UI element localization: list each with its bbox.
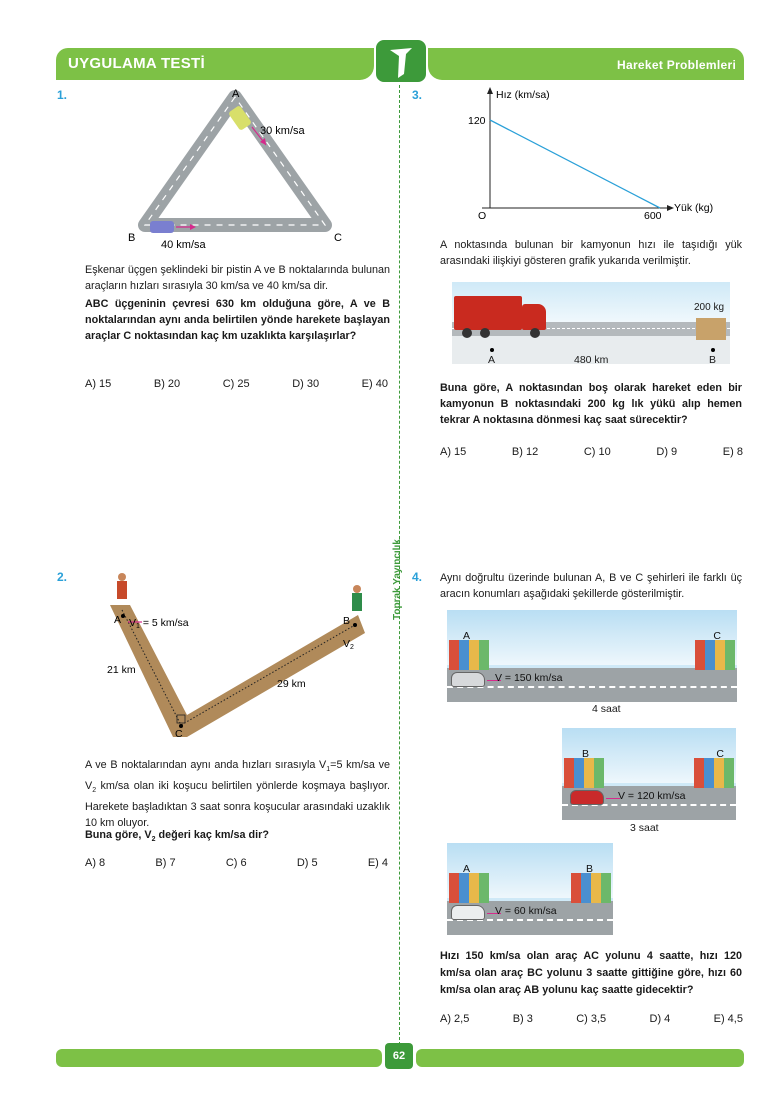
question-number: 2.	[57, 570, 68, 584]
speed-b: 40 km/sa	[161, 239, 206, 250]
q4-options	[440, 1013, 743, 1025]
label-b: B	[343, 615, 351, 627]
footer-bar-right	[416, 1049, 744, 1067]
car-150	[451, 672, 485, 687]
footer-bar-left	[56, 1049, 382, 1067]
point-b: B	[709, 354, 717, 366]
chapter-title: Hareket Problemleri	[617, 58, 737, 72]
q1-question: ABC üçgeninin çevresi 630 km olduğuna göre, A ve B noktalarından aynı anda belirtilen yönde harekete başlayan araçlar C noktasından kaç km uzaklıkta karşılaşırlar?	[85, 298, 390, 342]
city-left: B	[582, 748, 590, 760]
car-60	[451, 905, 485, 920]
city-left: A	[463, 630, 471, 642]
q3-speed-load-chart	[460, 85, 740, 225]
test-title: UYGULAMA TESTİ	[68, 55, 205, 72]
option-e[interactable]: E) 8	[722, 446, 743, 458]
q1-text: Eşkenar üçgen şeklindeki bir pistin A ve B noktalarında bulunan araçların hızları sırasıyla 30 km/sa ve 40 km/sa dir.	[85, 264, 390, 292]
distance-cb: 29 km	[277, 678, 306, 690]
city-right: B	[585, 863, 593, 875]
q1-options	[85, 378, 388, 390]
label-a: A	[114, 614, 122, 626]
question-number: 1.	[57, 88, 68, 102]
truck-trailer	[454, 296, 522, 330]
speed-label: V = 120 km/sa	[618, 790, 686, 802]
speed-v1: V1 = 5 km/sa	[129, 617, 189, 630]
option-e[interactable]: E) 4,5	[713, 1013, 743, 1025]
city-left: A	[463, 863, 471, 875]
option-b[interactable]: B) 12	[511, 446, 539, 458]
car-b	[150, 221, 174, 233]
option-a[interactable]: A) 15	[440, 446, 467, 458]
q2-text: A ve B noktalarından aynı anda hızları sırasıyla $V_1=5$ km/sa ve $V_2$ km/sa olan iki koşucu belirtilen yönlerde koşmaya başlıyor. Harekete başladıktan 3 saat sonra koşucular arasındaki uzaklık 10 km oluyor.	[85, 759, 390, 830]
q2-track-figure	[95, 565, 385, 745]
tick-x: 600	[644, 210, 662, 222]
q4-scene-bc	[562, 728, 736, 820]
runner-a	[118, 573, 126, 581]
page-number: 62	[385, 1043, 413, 1069]
speed-label: V = 150 km/sa	[495, 672, 563, 684]
city-right: C	[713, 630, 721, 642]
q4-scene-ab	[447, 843, 613, 935]
option-c[interactable]: C) 25	[222, 378, 250, 390]
speed-a: 30 km/sa	[260, 125, 305, 137]
q2-question: Buna göre, $V_2$ değeri kaç km/sa dir?	[85, 829, 269, 844]
label-c: C	[175, 728, 183, 740]
q3-question: Buna göre, A noktasından boş olarak hareket eden bir kamyonun B noktasındaki 200 kg lık yükü alıp hemen tekrar A noktasına dönmesi kaç saat sürecektir?	[440, 382, 742, 426]
option-b[interactable]: B) 7	[155, 857, 176, 869]
option-c[interactable]: C) 3,5	[576, 1013, 607, 1025]
label-c: C	[334, 232, 342, 244]
option-c[interactable]: C) 6	[225, 857, 247, 869]
distance-ac: 21 km	[107, 664, 136, 676]
origin: O	[478, 210, 487, 222]
option-b[interactable]: B) 3	[512, 1013, 533, 1025]
option-e[interactable]: E) 4	[367, 857, 388, 869]
point-a: A	[488, 354, 496, 366]
x-label: Yük (kg)	[674, 202, 714, 214]
option-d[interactable]: D) 4	[649, 1013, 671, 1025]
q2-options	[85, 857, 388, 869]
q4-scene-ac	[447, 610, 737, 702]
q4-question: Hızı 150 km/sa olan araç AC yolunu 4 saatte, hızı 120 km/sa olan araç BC yolunu 3 saatte gittiğine göre, hızı 60 km/sa olan araç AB yolunu kaç saatte gidecektir?	[440, 950, 742, 996]
option-a[interactable]: A) 2,5	[440, 1013, 470, 1025]
q3-options	[440, 446, 743, 458]
q4-text: Aynı doğrultu üzerinde bulunan A, B ve C şehirleri ile farklı üç aracın konumları aşağıdaki şekillerde gösterilmiştir.	[440, 572, 742, 600]
question-number: 3.	[412, 88, 423, 102]
option-d[interactable]: D) 9	[656, 446, 678, 458]
series-line	[490, 120, 660, 208]
publisher-name: Toprak Yayıncılık	[392, 539, 403, 620]
option-d[interactable]: D) 30	[292, 378, 320, 390]
q3-text: A noktasında bulunan bir kamyonun hızı ile taşıdığı yük arasındaki ilişkiyi gösteren grafik yukarıda verilmiştir.	[440, 239, 742, 267]
truck-cab	[522, 304, 546, 330]
option-c[interactable]: C) 10	[583, 446, 611, 458]
option-d[interactable]: D) 5	[296, 857, 318, 869]
time-bc: 3 saat	[630, 822, 659, 834]
speed-label: V = 60 km/sa	[495, 905, 557, 917]
option-a[interactable]: A) 8	[85, 857, 106, 869]
option-a[interactable]: A) 15	[85, 378, 112, 390]
speed-v2: V2	[343, 638, 354, 651]
publisher-logo	[374, 38, 428, 84]
option-e[interactable]: E) 40	[361, 378, 388, 390]
distance-label: 480 km	[574, 354, 609, 366]
question-number: 4.	[412, 570, 423, 584]
q3-truck-scene	[452, 282, 730, 364]
city-right: C	[716, 748, 724, 760]
time-ac: 4 saat	[592, 703, 621, 715]
y-label: Hız (km/sa)	[496, 89, 550, 101]
label-b: B	[128, 232, 136, 244]
option-b[interactable]: B) 20	[153, 378, 181, 390]
tick-y: 120	[468, 115, 486, 127]
runner-b	[353, 585, 361, 593]
car-120	[570, 790, 604, 805]
cargo-load: 200 kg	[694, 302, 725, 313]
cargo-box	[696, 318, 726, 340]
label-a: A	[232, 88, 240, 100]
q1-triangle-track	[120, 85, 360, 250]
